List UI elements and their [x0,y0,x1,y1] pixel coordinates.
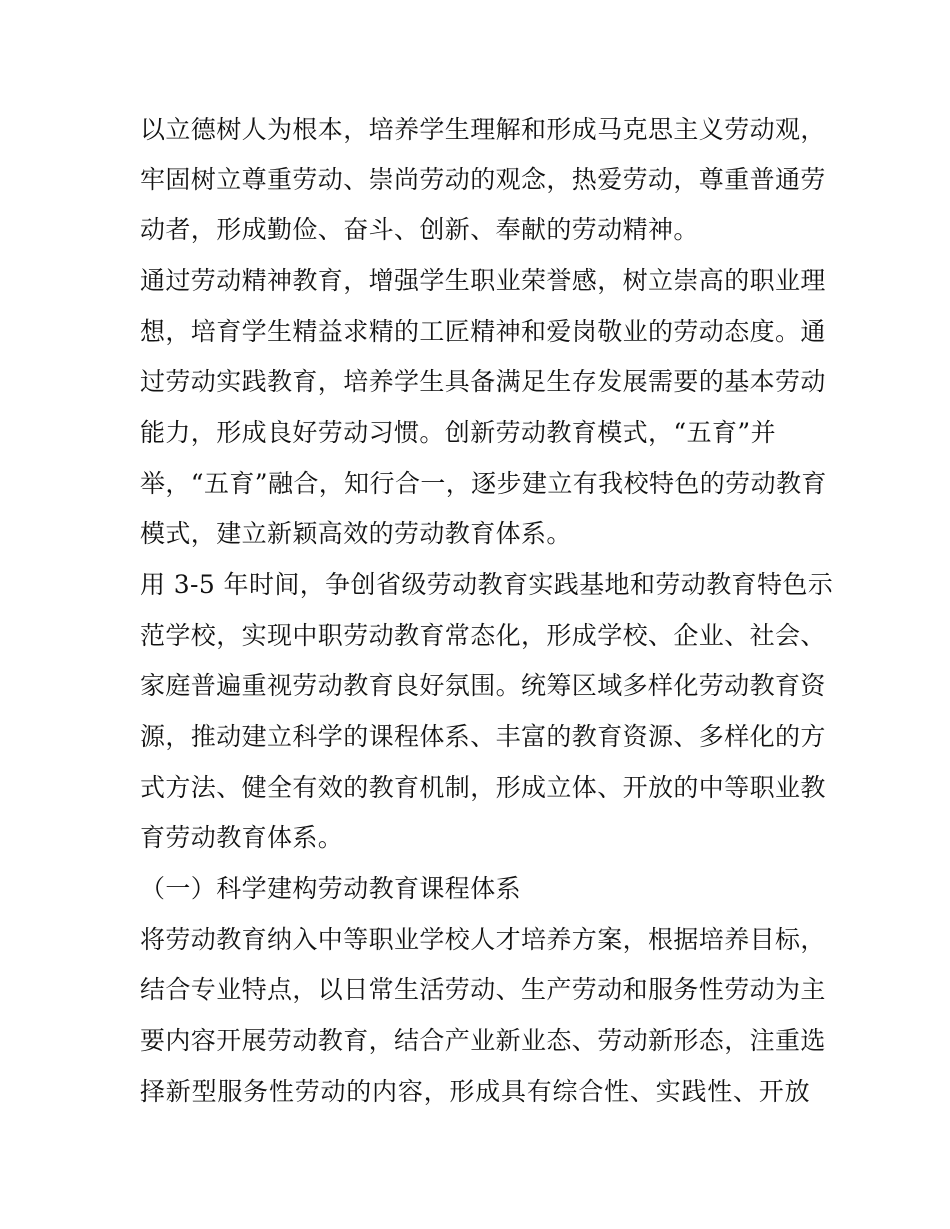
text-line: 式方法、健全有效的教育机制，形成立体、开放的中等职业教 [140,773,826,802]
text-line: 过劳动实践教育，培养学生具备满足生存发展需要的基本劳动 [140,367,826,396]
text-line: 动者，形成勤俭、奋斗、创新、奉献的劳动精神。 [140,215,699,244]
text-line: 育劳动教育体系。 [140,823,344,852]
text-line: 源，推动建立科学的课程体系、丰富的教育资源、多样化的方 [140,722,826,751]
section-heading: （一）科学建构劳动教育课程体系 [140,874,522,903]
text-line: 择新型服务性劳动的内容，形成具有综合性、实践性、开放 [140,1077,810,1106]
text-line: 通过劳动精神教育，增强学生职业荣誉感，树立崇高的职业理 [140,266,826,295]
text-line: 模式，建立新颖高效的劳动教育体系。 [140,519,572,548]
text-line: 举，“五育”融合，知行合一，逐步建立有我校特色的劳动教育 [140,469,827,498]
text-line: 将劳动教育纳入中等职业学校人才培养方案，根据培养目标， [140,925,826,954]
text-line: 以立德树人为根本，培养学生理解和形成马克思主义劳动观， [140,115,826,144]
text-line: 要内容开展劳动教育，结合产业新业态、劳动新形态，注重选 [140,1026,826,1055]
text-line: 用 3-5 年时间，争创省级劳动教育实践基地和劳动教育特色示 [140,570,834,599]
text-line: 想，培育学生精益求精的工匠精神和爱岗敬业的劳动态度。通 [140,317,826,346]
text-line: 家庭普遍重视劳动教育良好氛围。统筹区域多样化劳动教育资 [140,671,826,700]
text-line: 能力，形成良好劳动习惯。创新劳动教育模式，“五育”并 [140,418,776,447]
text-line: 范学校，实现中职劳动教育常态化，形成学校、企业、社会、 [140,621,826,650]
text-line: 结合专业特点，以日常生活劳动、生产劳动和服务性劳动为主 [140,975,826,1004]
text-line: 牢固树立尊重劳动、崇尚劳动的观念，热爱劳动，尊重普通劳 [140,165,826,194]
